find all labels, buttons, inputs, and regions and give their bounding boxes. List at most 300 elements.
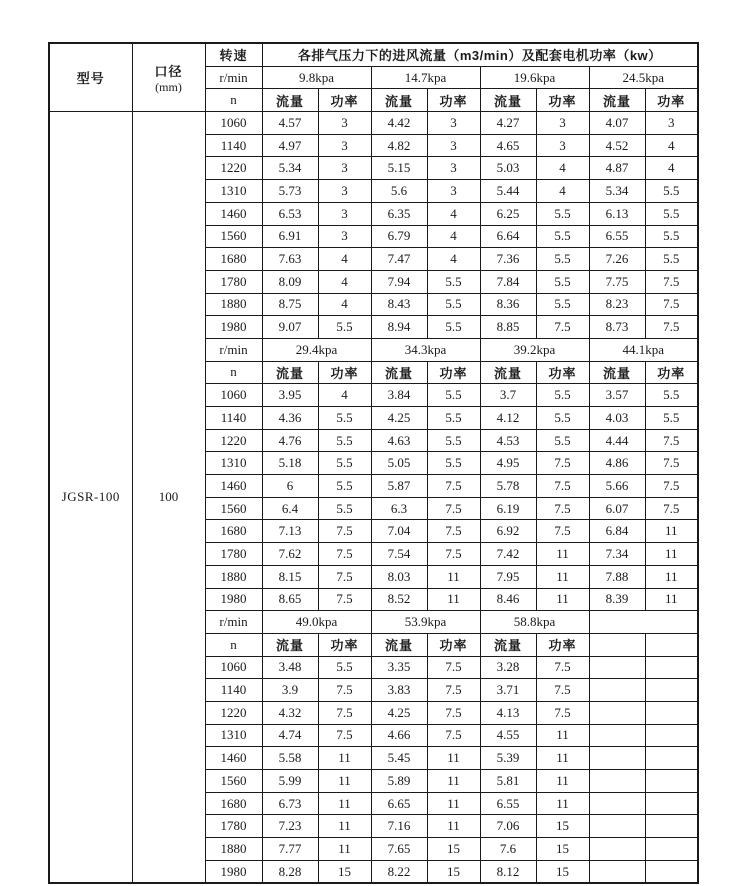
flow-value-cell: 6.55 bbox=[589, 225, 645, 248]
n-label-cell: n bbox=[205, 361, 262, 384]
flow-value-cell: 6.19 bbox=[480, 497, 536, 520]
flow-value-cell: 8.94 bbox=[371, 316, 427, 339]
flow-value-cell: 4.97 bbox=[262, 134, 318, 157]
flow-value-cell: 5.05 bbox=[371, 452, 427, 475]
flow-value-cell: 4.36 bbox=[262, 407, 318, 430]
flow-value-cell: 4.52 bbox=[589, 134, 645, 157]
power-value-cell: 4 bbox=[318, 384, 371, 407]
power-value-cell: 3 bbox=[318, 112, 371, 135]
flow-value-cell: 8.65 bbox=[262, 588, 318, 611]
flow-value-cell: 4.63 bbox=[371, 429, 427, 452]
power-value-cell: 11 bbox=[318, 747, 371, 770]
power-value-cell: 15 bbox=[318, 860, 371, 883]
power-value-cell: 5.5 bbox=[645, 180, 698, 203]
power-value-cell: 7.5 bbox=[318, 588, 371, 611]
flow-value-cell: 7.16 bbox=[371, 815, 427, 838]
flow-value-cell: 7.62 bbox=[262, 543, 318, 566]
pressure-header-cell: 44.1kpa bbox=[589, 338, 698, 361]
power-value-cell: 11 bbox=[427, 770, 480, 793]
power-value-cell: 11 bbox=[645, 588, 698, 611]
empty-cell bbox=[589, 633, 645, 656]
flow-value-cell: 3.83 bbox=[371, 679, 427, 702]
flow-value-cell: 8.28 bbox=[262, 860, 318, 883]
data-row bbox=[49, 112, 698, 135]
flow-value-cell: 6.3 bbox=[371, 497, 427, 520]
power-header-cell: 功率 bbox=[427, 361, 480, 384]
flow-value-cell: 4.12 bbox=[480, 407, 536, 430]
flow-value-cell: 7.54 bbox=[371, 543, 427, 566]
flow-header-cell: 流量 bbox=[262, 361, 318, 384]
power-value-cell: 3 bbox=[427, 134, 480, 157]
flow-header-cell: 流量 bbox=[480, 361, 536, 384]
power-value-cell: 7.5 bbox=[318, 565, 371, 588]
flow-header-cell: 流量 bbox=[480, 89, 536, 112]
flow-value-cell: 3.48 bbox=[262, 656, 318, 679]
flow-value-cell: 6.25 bbox=[480, 202, 536, 225]
flow-value-cell: 7.84 bbox=[480, 270, 536, 293]
empty-cell bbox=[589, 860, 645, 883]
power-value-cell: 7.5 bbox=[645, 452, 698, 475]
speed-value-cell: 1220 bbox=[205, 429, 262, 452]
flow-value-cell: 8.52 bbox=[371, 588, 427, 611]
flow-value-cell: 7.42 bbox=[480, 543, 536, 566]
power-header-cell: 功率 bbox=[536, 633, 589, 656]
pressure-header-cell: 34.3kpa bbox=[371, 338, 480, 361]
power-value-cell: 11 bbox=[536, 565, 589, 588]
flow-header-cell: 流量 bbox=[262, 89, 318, 112]
power-value-cell: 3 bbox=[536, 112, 589, 135]
model-column-header: 型号 bbox=[49, 43, 132, 112]
flow-value-cell: 8.46 bbox=[480, 588, 536, 611]
empty-cell bbox=[645, 656, 698, 679]
power-value-cell: 4 bbox=[645, 157, 698, 180]
flow-value-cell: 8.23 bbox=[589, 293, 645, 316]
flow-value-cell: 5.44 bbox=[480, 180, 536, 203]
power-value-cell: 3 bbox=[427, 112, 480, 135]
power-value-cell: 7.5 bbox=[645, 293, 698, 316]
power-value-cell: 5.5 bbox=[536, 407, 589, 430]
power-value-cell: 7.5 bbox=[318, 701, 371, 724]
power-value-cell: 7.5 bbox=[427, 520, 480, 543]
flow-value-cell: 7.47 bbox=[371, 248, 427, 271]
flow-value-cell: 4.65 bbox=[480, 134, 536, 157]
power-value-cell: 5.5 bbox=[536, 384, 589, 407]
speed-value-cell: 1140 bbox=[205, 679, 262, 702]
empty-cell bbox=[645, 679, 698, 702]
empty-cell bbox=[645, 633, 698, 656]
flow-value-cell: 9.07 bbox=[262, 316, 318, 339]
speed-value-cell: 1310 bbox=[205, 452, 262, 475]
speed-value-cell: 1780 bbox=[205, 815, 262, 838]
flow-value-cell: 7.94 bbox=[371, 270, 427, 293]
power-value-cell: 4 bbox=[318, 293, 371, 316]
power-value-cell: 5.5 bbox=[427, 407, 480, 430]
empty-cell bbox=[589, 656, 645, 679]
model-value-cell: JGSR-100 bbox=[49, 112, 132, 884]
diameter-unit-label: (mm) bbox=[155, 79, 182, 94]
flow-value-cell: 3.28 bbox=[480, 656, 536, 679]
power-value-cell: 5.5 bbox=[318, 316, 371, 339]
flow-value-cell: 6.92 bbox=[480, 520, 536, 543]
speed-value-cell: 1780 bbox=[205, 270, 262, 293]
power-value-cell: 7.5 bbox=[318, 724, 371, 747]
flow-value-cell: 5.87 bbox=[371, 475, 427, 498]
power-value-cell: 7.5 bbox=[536, 701, 589, 724]
flow-value-cell: 8.12 bbox=[480, 860, 536, 883]
power-value-cell: 7.5 bbox=[645, 475, 698, 498]
power-header-cell: 功率 bbox=[318, 89, 371, 112]
flow-header-cell: 流量 bbox=[371, 89, 427, 112]
flow-value-cell: 6.35 bbox=[371, 202, 427, 225]
flow-value-cell: 5.73 bbox=[262, 180, 318, 203]
flow-value-cell: 7.34 bbox=[589, 543, 645, 566]
speed-unit-cell: r/min bbox=[205, 338, 262, 361]
power-value-cell: 5.5 bbox=[427, 270, 480, 293]
power-value-cell: 5.5 bbox=[427, 316, 480, 339]
power-value-cell: 4 bbox=[427, 202, 480, 225]
power-value-cell: 11 bbox=[536, 543, 589, 566]
flow-value-cell: 3.71 bbox=[480, 679, 536, 702]
flow-value-cell: 6.64 bbox=[480, 225, 536, 248]
speed-unit-cell: r/min bbox=[205, 611, 262, 634]
power-value-cell: 5.5 bbox=[536, 270, 589, 293]
power-value-cell: 11 bbox=[645, 565, 698, 588]
power-value-cell: 11 bbox=[536, 747, 589, 770]
flow-value-cell: 5.15 bbox=[371, 157, 427, 180]
diameter-value-cell: 100 bbox=[132, 112, 205, 884]
n-label-cell: n bbox=[205, 633, 262, 656]
speed-column-header: 转速 bbox=[205, 43, 262, 66]
empty-cell bbox=[589, 838, 645, 861]
power-value-cell: 7.5 bbox=[318, 520, 371, 543]
flow-value-cell: 3.35 bbox=[371, 656, 427, 679]
table-title: 各排气压力下的进风流量（m3/min）及配套电机功率（kw） bbox=[262, 43, 698, 66]
speed-unit-cell: r/min bbox=[205, 66, 262, 89]
power-value-cell: 7.5 bbox=[536, 520, 589, 543]
power-value-cell: 5.5 bbox=[536, 202, 589, 225]
flow-value-cell: 4.66 bbox=[371, 724, 427, 747]
empty-cell bbox=[589, 747, 645, 770]
flow-value-cell: 7.26 bbox=[589, 248, 645, 271]
power-value-cell: 11 bbox=[536, 770, 589, 793]
power-value-cell: 3 bbox=[427, 180, 480, 203]
speed-value-cell: 1880 bbox=[205, 838, 262, 861]
flow-value-cell: 8.75 bbox=[262, 293, 318, 316]
power-value-cell: 3 bbox=[536, 134, 589, 157]
power-value-cell: 5.5 bbox=[318, 407, 371, 430]
power-value-cell: 7.5 bbox=[645, 429, 698, 452]
power-value-cell: 11 bbox=[427, 565, 480, 588]
power-value-cell: 11 bbox=[536, 724, 589, 747]
flow-header-cell: 流量 bbox=[480, 633, 536, 656]
flow-value-cell: 5.45 bbox=[371, 747, 427, 770]
power-value-cell: 11 bbox=[318, 815, 371, 838]
empty-cell bbox=[645, 838, 698, 861]
power-value-cell: 3 bbox=[318, 225, 371, 248]
power-value-cell: 7.5 bbox=[645, 497, 698, 520]
flow-value-cell: 6.91 bbox=[262, 225, 318, 248]
flow-value-cell: 5.34 bbox=[589, 180, 645, 203]
speed-value-cell: 1220 bbox=[205, 157, 262, 180]
flow-value-cell: 7.23 bbox=[262, 815, 318, 838]
power-value-cell: 5.5 bbox=[645, 225, 698, 248]
power-value-cell: 5.5 bbox=[427, 452, 480, 475]
flow-value-cell: 5.78 bbox=[480, 475, 536, 498]
power-value-cell: 7.5 bbox=[536, 679, 589, 702]
flow-value-cell: 8.39 bbox=[589, 588, 645, 611]
power-header-cell: 功率 bbox=[318, 633, 371, 656]
flow-value-cell: 3.84 bbox=[371, 384, 427, 407]
flow-value-cell: 3.57 bbox=[589, 384, 645, 407]
speed-value-cell: 1560 bbox=[205, 770, 262, 793]
power-value-cell: 5.5 bbox=[536, 429, 589, 452]
flow-value-cell: 6.13 bbox=[589, 202, 645, 225]
power-value-cell: 3 bbox=[318, 134, 371, 157]
flow-value-cell: 8.03 bbox=[371, 565, 427, 588]
flow-value-cell: 6.4 bbox=[262, 497, 318, 520]
pressure-header-cell: 14.7kpa bbox=[371, 66, 480, 89]
power-header-cell: 功率 bbox=[427, 633, 480, 656]
flow-value-cell: 5.34 bbox=[262, 157, 318, 180]
pressure-header-cell: 29.4kpa bbox=[262, 338, 371, 361]
power-value-cell: 4 bbox=[318, 270, 371, 293]
power-value-cell: 11 bbox=[645, 543, 698, 566]
speed-value-cell: 1460 bbox=[205, 202, 262, 225]
flow-value-cell: 7.95 bbox=[480, 565, 536, 588]
power-value-cell: 7.5 bbox=[427, 656, 480, 679]
flow-value-cell: 7.75 bbox=[589, 270, 645, 293]
power-value-cell: 11 bbox=[427, 815, 480, 838]
speed-value-cell: 1560 bbox=[205, 497, 262, 520]
speed-value-cell: 1880 bbox=[205, 293, 262, 316]
speed-value-cell: 1310 bbox=[205, 724, 262, 747]
flow-value-cell: 6.55 bbox=[480, 792, 536, 815]
power-value-cell: 7.5 bbox=[427, 701, 480, 724]
power-value-cell: 5.5 bbox=[318, 656, 371, 679]
power-header-cell: 功率 bbox=[536, 361, 589, 384]
power-value-cell: 15 bbox=[427, 838, 480, 861]
speed-value-cell: 1220 bbox=[205, 701, 262, 724]
power-value-cell: 5.5 bbox=[536, 248, 589, 271]
flow-value-cell: 7.04 bbox=[371, 520, 427, 543]
speed-value-cell: 1140 bbox=[205, 134, 262, 157]
pressure-header-cell: 49.0kpa bbox=[262, 611, 371, 634]
power-value-cell: 11 bbox=[645, 520, 698, 543]
power-value-cell: 7.5 bbox=[318, 679, 371, 702]
flow-value-cell: 4.03 bbox=[589, 407, 645, 430]
flow-value-cell: 5.89 bbox=[371, 770, 427, 793]
power-value-cell: 5.5 bbox=[645, 407, 698, 430]
flow-value-cell: 4.53 bbox=[480, 429, 536, 452]
flow-value-cell: 7.77 bbox=[262, 838, 318, 861]
flow-value-cell: 7.88 bbox=[589, 565, 645, 588]
empty-cell bbox=[589, 724, 645, 747]
flow-value-cell: 4.57 bbox=[262, 112, 318, 135]
diameter-column-header bbox=[132, 43, 205, 112]
flow-value-cell: 4.95 bbox=[480, 452, 536, 475]
flow-value-cell: 5.18 bbox=[262, 452, 318, 475]
flow-value-cell: 4.25 bbox=[371, 407, 427, 430]
flow-value-cell: 7.06 bbox=[480, 815, 536, 838]
flow-value-cell: 4.25 bbox=[371, 701, 427, 724]
power-value-cell: 7.5 bbox=[645, 270, 698, 293]
flow-value-cell: 6.53 bbox=[262, 202, 318, 225]
empty-cell bbox=[589, 792, 645, 815]
flow-value-cell: 6.79 bbox=[371, 225, 427, 248]
power-value-cell: 5.5 bbox=[645, 248, 698, 271]
power-value-cell: 15 bbox=[427, 860, 480, 883]
power-value-cell: 7.5 bbox=[427, 543, 480, 566]
speed-value-cell: 1060 bbox=[205, 384, 262, 407]
power-value-cell: 4 bbox=[645, 134, 698, 157]
empty-cell bbox=[645, 770, 698, 793]
flow-value-cell: 7.36 bbox=[480, 248, 536, 271]
flow-header-cell: 流量 bbox=[589, 361, 645, 384]
power-value-cell: 5.5 bbox=[318, 429, 371, 452]
speed-value-cell: 1060 bbox=[205, 656, 262, 679]
speed-value-cell: 1980 bbox=[205, 860, 262, 883]
flow-value-cell: 4.42 bbox=[371, 112, 427, 135]
power-value-cell: 7.5 bbox=[536, 497, 589, 520]
speed-value-cell: 1460 bbox=[205, 475, 262, 498]
power-value-cell: 15 bbox=[536, 860, 589, 883]
flow-value-cell: 8.22 bbox=[371, 860, 427, 883]
power-value-cell: 5.5 bbox=[645, 202, 698, 225]
flow-value-cell: 5.81 bbox=[480, 770, 536, 793]
pressure-header-cell: 9.8kpa bbox=[262, 66, 371, 89]
blower-spec-table bbox=[48, 42, 699, 884]
n-label-cell: n bbox=[205, 89, 262, 112]
flow-value-cell: 4.74 bbox=[262, 724, 318, 747]
flow-value-cell: 8.36 bbox=[480, 293, 536, 316]
speed-value-cell: 1680 bbox=[205, 248, 262, 271]
power-value-cell: 4 bbox=[427, 248, 480, 271]
power-value-cell: 5.5 bbox=[536, 225, 589, 248]
flow-value-cell: 4.32 bbox=[262, 701, 318, 724]
power-value-cell: 11 bbox=[318, 838, 371, 861]
empty-cell bbox=[645, 701, 698, 724]
power-value-cell: 11 bbox=[318, 792, 371, 815]
flow-value-cell: 8.43 bbox=[371, 293, 427, 316]
pressure-header-cell: 53.9kpa bbox=[371, 611, 480, 634]
power-value-cell: 4 bbox=[536, 157, 589, 180]
flow-value-cell: 3.95 bbox=[262, 384, 318, 407]
power-header-cell: 功率 bbox=[536, 89, 589, 112]
power-header-cell: 功率 bbox=[645, 89, 698, 112]
power-header-cell: 功率 bbox=[645, 361, 698, 384]
power-value-cell: 5.5 bbox=[427, 384, 480, 407]
power-value-cell: 7.5 bbox=[427, 724, 480, 747]
power-value-cell: 11 bbox=[427, 792, 480, 815]
flow-value-cell: 7.65 bbox=[371, 838, 427, 861]
flow-value-cell: 4.76 bbox=[262, 429, 318, 452]
power-value-cell: 11 bbox=[427, 747, 480, 770]
power-value-cell: 3 bbox=[318, 180, 371, 203]
pressure-header-cell: 24.5kpa bbox=[589, 66, 698, 89]
power-value-cell: 7.5 bbox=[427, 497, 480, 520]
flow-value-cell: 4.86 bbox=[589, 452, 645, 475]
power-value-cell: 7.5 bbox=[536, 475, 589, 498]
power-value-cell: 5.5 bbox=[427, 293, 480, 316]
speed-value-cell: 1060 bbox=[205, 112, 262, 135]
empty-cell bbox=[645, 747, 698, 770]
empty-cell bbox=[645, 724, 698, 747]
flow-value-cell: 4.55 bbox=[480, 724, 536, 747]
flow-value-cell: 5.39 bbox=[480, 747, 536, 770]
empty-cell bbox=[589, 679, 645, 702]
power-value-cell: 15 bbox=[536, 815, 589, 838]
power-value-cell: 7.5 bbox=[536, 316, 589, 339]
power-value-cell: 4 bbox=[318, 248, 371, 271]
power-value-cell: 11 bbox=[536, 588, 589, 611]
flow-value-cell: 5.66 bbox=[589, 475, 645, 498]
flow-value-cell: 8.73 bbox=[589, 316, 645, 339]
flow-header-cell: 流量 bbox=[371, 633, 427, 656]
flow-value-cell: 4.07 bbox=[589, 112, 645, 135]
flow-value-cell: 4.82 bbox=[371, 134, 427, 157]
flow-header-cell: 流量 bbox=[589, 89, 645, 112]
empty-cell bbox=[645, 815, 698, 838]
power-value-cell: 5.5 bbox=[645, 384, 698, 407]
power-header-cell: 功率 bbox=[427, 89, 480, 112]
pressure-header-cell: 58.8kpa bbox=[480, 611, 589, 634]
flow-value-cell: 5.6 bbox=[371, 180, 427, 203]
power-value-cell: 3 bbox=[318, 157, 371, 180]
speed-value-cell: 1310 bbox=[205, 180, 262, 203]
speed-value-cell: 1140 bbox=[205, 407, 262, 430]
flow-value-cell: 6.65 bbox=[371, 792, 427, 815]
flow-value-cell: 5.99 bbox=[262, 770, 318, 793]
power-value-cell: 15 bbox=[536, 838, 589, 861]
power-value-cell: 5.5 bbox=[318, 497, 371, 520]
flow-value-cell: 4.13 bbox=[480, 701, 536, 724]
empty-cell bbox=[645, 860, 698, 883]
flow-value-cell: 6.73 bbox=[262, 792, 318, 815]
flow-value-cell: 7.13 bbox=[262, 520, 318, 543]
power-value-cell: 5.5 bbox=[536, 293, 589, 316]
flow-value-cell: 8.09 bbox=[262, 270, 318, 293]
flow-value-cell: 3.7 bbox=[480, 384, 536, 407]
flow-value-cell: 5.58 bbox=[262, 747, 318, 770]
speed-value-cell: 1460 bbox=[205, 747, 262, 770]
flow-value-cell: 8.85 bbox=[480, 316, 536, 339]
empty-cell bbox=[645, 792, 698, 815]
power-value-cell: 11 bbox=[318, 770, 371, 793]
flow-value-cell: 6 bbox=[262, 475, 318, 498]
flow-value-cell: 3.9 bbox=[262, 679, 318, 702]
speed-value-cell: 1980 bbox=[205, 316, 262, 339]
power-value-cell: 11 bbox=[427, 588, 480, 611]
diameter-label: 口径 bbox=[154, 63, 183, 79]
flow-value-cell: 5.03 bbox=[480, 157, 536, 180]
speed-value-cell: 1980 bbox=[205, 588, 262, 611]
header-row-top bbox=[49, 43, 698, 66]
power-value-cell: 7.5 bbox=[427, 475, 480, 498]
power-value-cell: 5.5 bbox=[318, 452, 371, 475]
flow-header-cell: 流量 bbox=[371, 361, 427, 384]
power-value-cell: 3 bbox=[645, 112, 698, 135]
empty-cell bbox=[589, 701, 645, 724]
pressure-header-cell: 39.2kpa bbox=[480, 338, 589, 361]
power-value-cell: 3 bbox=[427, 157, 480, 180]
flow-value-cell: 6.84 bbox=[589, 520, 645, 543]
power-value-cell: 5.5 bbox=[318, 475, 371, 498]
empty-cell bbox=[589, 815, 645, 838]
power-value-cell: 5.5 bbox=[427, 429, 480, 452]
speed-value-cell: 1780 bbox=[205, 543, 262, 566]
empty-cell bbox=[589, 770, 645, 793]
flow-value-cell: 4.44 bbox=[589, 429, 645, 452]
